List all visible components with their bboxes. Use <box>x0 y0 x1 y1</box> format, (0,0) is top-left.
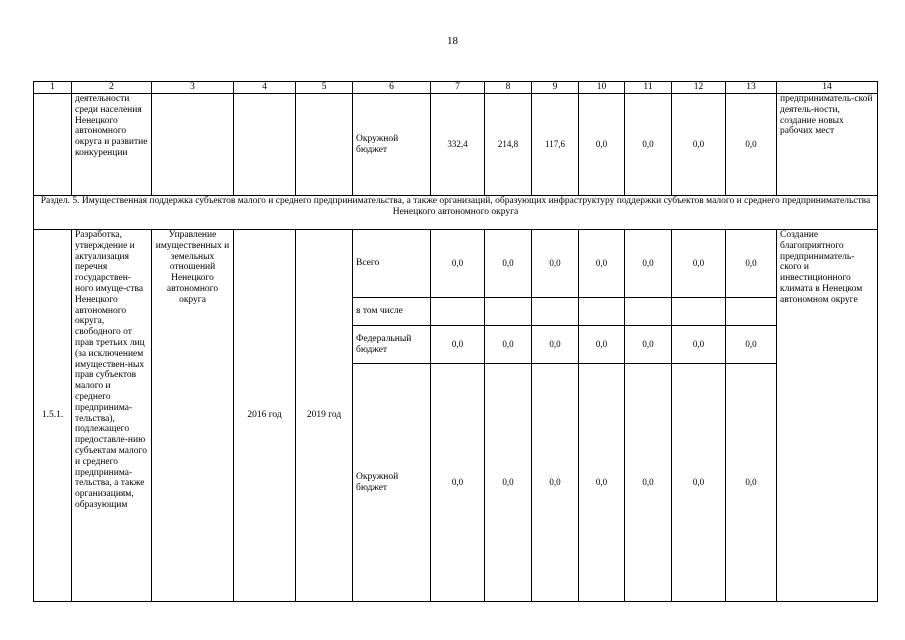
cell-value <box>431 298 485 326</box>
cell-value: 214,8 <box>485 94 532 196</box>
program-table <box>33 81 878 602</box>
cell-value: 0,0 <box>672 326 726 364</box>
cell-executor: Управление имущественных и земельных отношений Ненецкого автономного округа <box>152 230 234 602</box>
cell-value: 0,0 <box>431 364 485 602</box>
cell-value: 0,0 <box>625 94 672 196</box>
cell-value: 0,0 <box>579 230 625 298</box>
cell-value: 0,0 <box>579 326 625 364</box>
cell-start <box>234 94 296 196</box>
cell-value: 332,4 <box>431 94 485 196</box>
col-header: 2 <box>72 82 152 94</box>
col-header: 6 <box>353 82 431 94</box>
cell-end: 2019 год <box>296 230 353 602</box>
col-header: 5 <box>296 82 353 94</box>
col-header: 14 <box>777 82 878 94</box>
col-header: 7 <box>431 82 485 94</box>
cell-value: 0,0 <box>726 326 777 364</box>
cell-value <box>532 298 579 326</box>
col-header: 4 <box>234 82 296 94</box>
page-number: 18 <box>447 35 458 47</box>
cell-value: 0,0 <box>625 230 672 298</box>
cell-source: Окружной бюджет <box>353 94 431 196</box>
cell-measure-name: деятельности среди населения Ненецкого автономного округа и развитие конкуренции <box>72 94 152 196</box>
cell-value: 0,0 <box>485 364 532 602</box>
cell-value: 0,0 <box>431 230 485 298</box>
cell-source: Окружной бюджет <box>353 364 431 602</box>
cell-value: 0,0 <box>625 364 672 602</box>
cell-end <box>296 94 353 196</box>
cell-value <box>579 298 625 326</box>
cell-executor <box>152 94 234 196</box>
cell-value: 0,0 <box>485 230 532 298</box>
cell-value: 0,0 <box>625 326 672 364</box>
col-header: 13 <box>726 82 777 94</box>
cell-num <box>34 94 72 196</box>
cell-value: 0,0 <box>579 364 625 602</box>
cell-source: Федеральный бюджет <box>353 326 431 364</box>
cell-source: в том числе <box>353 298 431 326</box>
col-header: 12 <box>672 82 726 94</box>
cell-value: 0,0 <box>532 230 579 298</box>
cell-value: 117,6 <box>532 94 579 196</box>
cell-value: 0,0 <box>579 94 625 196</box>
table-row <box>34 94 878 196</box>
cell-value: 0,0 <box>726 94 777 196</box>
section-title: Раздел. 5. Имущественная поддержка субъектов малого и среднего предпринимательства, а также организаций, образующих инфраструктуру поддержки субъектов малого и среднего предпринимательства Ненецкого автономного округа <box>34 196 878 230</box>
cell-start: 2016 год <box>234 230 296 602</box>
col-header: 10 <box>579 82 625 94</box>
col-header: 9 <box>532 82 579 94</box>
cell-value: 0,0 <box>672 364 726 602</box>
section-row <box>34 196 878 230</box>
cell-value: 0,0 <box>672 230 726 298</box>
col-header: 11 <box>625 82 672 94</box>
cell-result: предприниматель-ской деятель-ности, создание новых рабочих мест <box>777 94 878 196</box>
cell-num: 1.5.1. <box>34 230 72 602</box>
cell-value <box>625 298 672 326</box>
cell-value: 0,0 <box>726 230 777 298</box>
cell-value <box>485 298 532 326</box>
col-header: 3 <box>152 82 234 94</box>
cell-value: 0,0 <box>431 326 485 364</box>
cell-measure-name: Разработка, утверждение и актуализация перечня государствен-ного имуще-ства Ненецкого автономного округа, свободного от прав третьих лиц (за исключением имуществен-ных прав субъектов малого и среднего предпринима-тельства), подлежащего предоставле-нию субъектам малого и среднего предпринима-тельства, а также организациям, образующим <box>72 230 152 602</box>
col-header: 1 <box>34 82 72 94</box>
cell-source: Всего <box>353 230 431 298</box>
column-number-row <box>34 82 878 94</box>
cell-value: 0,0 <box>485 326 532 364</box>
table-row <box>34 230 878 298</box>
cell-value: 0,0 <box>672 94 726 196</box>
cell-value <box>726 298 777 326</box>
cell-value: 0,0 <box>726 364 777 602</box>
cell-value: 0,0 <box>532 326 579 364</box>
cell-value: 0,0 <box>532 364 579 602</box>
cell-value <box>672 298 726 326</box>
col-header: 8 <box>485 82 532 94</box>
cell-result: Создание благоприятного предприниматель-ского и инвестиционного климата в Ненецком автономном округе <box>777 230 878 602</box>
